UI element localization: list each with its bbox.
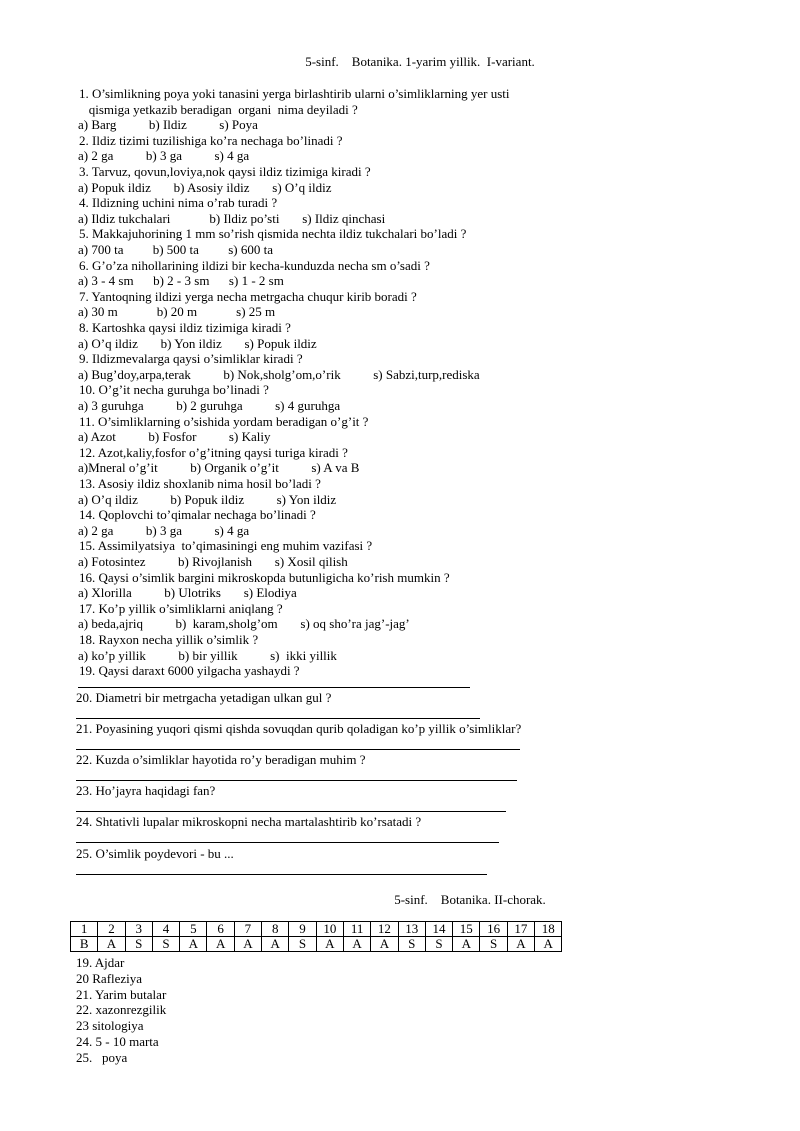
answer-options: a)Mneral o’g’it b) Organik o’g’it s) A va B [78, 460, 360, 476]
key-answer-letter: S [289, 937, 316, 952]
question-text: 6. G’o’za nihollarining ildizi bir kecha-kunduzda necha sm o’sadi ? [79, 257, 430, 273]
question-text: qismiga yetkazib beradigan organi nima deyiladi ? [79, 101, 358, 117]
key-answer-letter: A [453, 937, 480, 952]
key-answer-letter: S [425, 937, 452, 952]
question-text: 17. Ko’p yillik o’simliklarni aniqlang ? [79, 600, 283, 616]
answer-line [78, 687, 470, 688]
question-text: 1. O’simlikning poya yoki tanasini yerga birlashtirib ularni o’simliklarning yer usti [79, 86, 510, 101]
question-text: 14. Qoplovchi to’qimalar nechaga bo’linadi ? [79, 507, 316, 523]
open-answer: 21. Yarim butalar [76, 986, 167, 1002]
answer-options: a) 30 m b) 20 m s) 25 m [78, 304, 276, 320]
key-answer-letter: A [234, 937, 261, 952]
open-answer: 20 Rafleziya [76, 970, 143, 986]
key-answer-letter: A [98, 937, 125, 952]
key-question-number: 1 [71, 922, 98, 937]
key-answer-letter: A [507, 937, 534, 952]
answer-options: a) Bug’doy,arpa,terak b) Nok,sholg’om,o’rik s) Sabzi,turp,rediska [78, 366, 480, 382]
answer-options: a) 2 ga b) 3 ga s) 4 ga [78, 148, 250, 164]
open-answer: 25. poya [76, 1049, 128, 1065]
question-text: 5. Makkajuhorining 1 mm so’rish qismida nechta ildiz tukchalari bo’ladi ? [79, 226, 467, 242]
open-answer: 24. 5 - 10 marta [76, 1034, 159, 1049]
answer-options: a) 3 guruhga b) 2 guruhga s) 4 guruhga [78, 398, 341, 413]
key-question-number: 9 [289, 922, 316, 937]
question-text: 8. Kartoshka qaysi ildiz tizimiga kiradi ? [79, 320, 291, 335]
answer-line [76, 874, 487, 875]
answer-options: a) Ildiz tukchalari b) Ildiz po’sti s) Ildiz qinchasi [78, 210, 386, 226]
question-text: 16. Qaysi o’simlik bargini mikroskopda butunligicha ko’rish mumkin ? [79, 569, 450, 585]
answer-line [76, 842, 499, 843]
key-question-number: 4 [152, 922, 179, 937]
answer-options: a) O’q ildiz b) Popuk ildiz s) Yon ildiz [78, 491, 337, 507]
key-question-number: 16 [480, 922, 507, 937]
key-answer-letter: S [125, 937, 152, 952]
answer-options: a) Fotosintez b) Rivojlanish s) Xosil qilish [78, 554, 348, 569]
question-text: 13. Asosiy ildiz shoxlanib nima hosil bo’ladi ? [79, 476, 321, 491]
answer-options: a) 2 ga b) 3 ga s) 4 ga [78, 522, 250, 538]
answer-line [76, 811, 506, 812]
key-answer-letter: A [316, 937, 343, 952]
key-question-number: 7 [234, 922, 261, 937]
key-question-number: 2 [98, 922, 125, 937]
question-text: 18. Rayxon necha yillik o’simlik ? [79, 632, 259, 647]
open-question-text: 20. Diametri bir metrgacha yetadigan ulkan gul ? [76, 690, 332, 705]
key-question-number: 11 [343, 922, 370, 937]
key-question-number: 12 [371, 922, 398, 937]
answer-options: a) beda,ajriq b) karam,sholg’om s) oq sho’ra jag’-jag’ [78, 616, 410, 632]
key-question-number: 5 [180, 922, 207, 937]
open-answer: 19. Ajdar [76, 955, 125, 970]
open-question-text: 22. Kuzda o’simliklar hayotida ro’y beradigan muhim ? [76, 752, 366, 767]
key-question-number: 17 [507, 922, 534, 937]
open-question-text: 24. Shtativli lupalar mikroskopni necha martalashtirib ko’rsatadi ? [76, 814, 422, 829]
question-text: 15. Assimilyatsiya to’qimasiningi eng muhim vazifasi ? [79, 538, 373, 554]
question-text: 3. Tarvuz, qovun,loviya,nok qaysi ildiz tizimiga kiradi ? [79, 164, 371, 179]
question-text: 12. Azot,kaliy,fosfor o’g’itning qaysi turiga kiradi ? [79, 444, 348, 460]
question-text: 4. Ildizning uchini nima o’rab turadi ? [79, 195, 278, 211]
answer-line [76, 780, 517, 781]
key-answer-letter: A [371, 937, 398, 952]
question-text: 10. O’g’it necha guruhga bo’linadi ? [79, 382, 269, 398]
open-question-text: 25. O’simlik poydevori - bu ... [76, 846, 234, 861]
key-question-number: 10 [316, 922, 343, 937]
answer-options: a) 3 - 4 sm b) 2 - 3 sm s) 1 - 2 sm [78, 273, 284, 289]
key-answer-letter: S [152, 937, 179, 952]
key-question-number: 3 [125, 922, 152, 937]
answer-options: a) 700 ta b) 500 ta s) 600 ta [78, 242, 273, 257]
key-question-number: 15 [453, 922, 480, 937]
question-text: 7. Yantoqning ildizi yerga necha metrgacha chuqur kirib boradi ? [79, 288, 417, 304]
question-text: 19. Qaysi daraxt 6000 yilgacha yashaydi ? [79, 663, 300, 679]
answer-options: a) Azot b) Fosfor s) Kaliy [78, 429, 271, 445]
answer-key-answers-row [71, 937, 562, 952]
question-text: 2. Ildiz tizimi tuzilishiga ko’ra nechaga bo’linadi ? [79, 132, 343, 148]
key-answer-letter: A [207, 937, 234, 952]
key-question-number: 6 [207, 922, 234, 937]
answer-options: a) Barg b) Ildiz s) Poya [78, 117, 258, 133]
answer-options: a) Xlorilla b) Ulotriks s) Elodiya [78, 585, 297, 601]
key-answer-letter: B [71, 937, 98, 952]
question-text: 11. O’simliklarning o’sishida yordam beradigan o’g’it ? [79, 413, 369, 429]
answer-line [76, 749, 520, 750]
question-text: 9. Ildizmevalarga qaysi o’simliklar kiradi ? [79, 351, 303, 367]
answer-options: a) ko’p yillik b) bir yillik s) ikki yillik [78, 647, 337, 663]
open-question-text: 23. Ho’jayra haqidagi fan? [76, 783, 216, 798]
key-question-number: 18 [535, 922, 562, 937]
key-answer-letter: A [262, 937, 289, 952]
open-question-text: 21. Poyasining yuqori qismi qishda sovuqdan qurib qoladigan ko’p yillik o’simliklar? [76, 721, 522, 736]
key-answer-letter: S [480, 937, 507, 952]
answer-key-title: 5-sinf. Botanika. II-chorak. [394, 892, 546, 907]
key-question-number: 8 [262, 922, 289, 937]
answer-line [76, 718, 480, 719]
answer-key-table [70, 921, 562, 952]
test-title: 5-sinf. Botanika. 1-yarim yillik. I-variant. [305, 54, 535, 69]
answer-options: a) Popuk ildiz b) Asosiy ildiz s) O’q ildiz [78, 179, 332, 195]
key-answer-letter: A [180, 937, 207, 952]
key-question-number: 14 [425, 922, 452, 937]
answer-options: a) O’q ildiz b) Yon ildiz s) Popuk ildiz [78, 335, 317, 351]
answer-key-numbers-row [71, 922, 562, 937]
key-answer-letter: S [398, 937, 425, 952]
key-question-number: 13 [398, 922, 425, 937]
open-answer: 22. xazonrezgilik [76, 1002, 167, 1018]
key-answer-letter: A [343, 937, 370, 952]
key-answer-letter: A [535, 937, 562, 952]
open-answer: 23 sitologiya [76, 1018, 144, 1034]
